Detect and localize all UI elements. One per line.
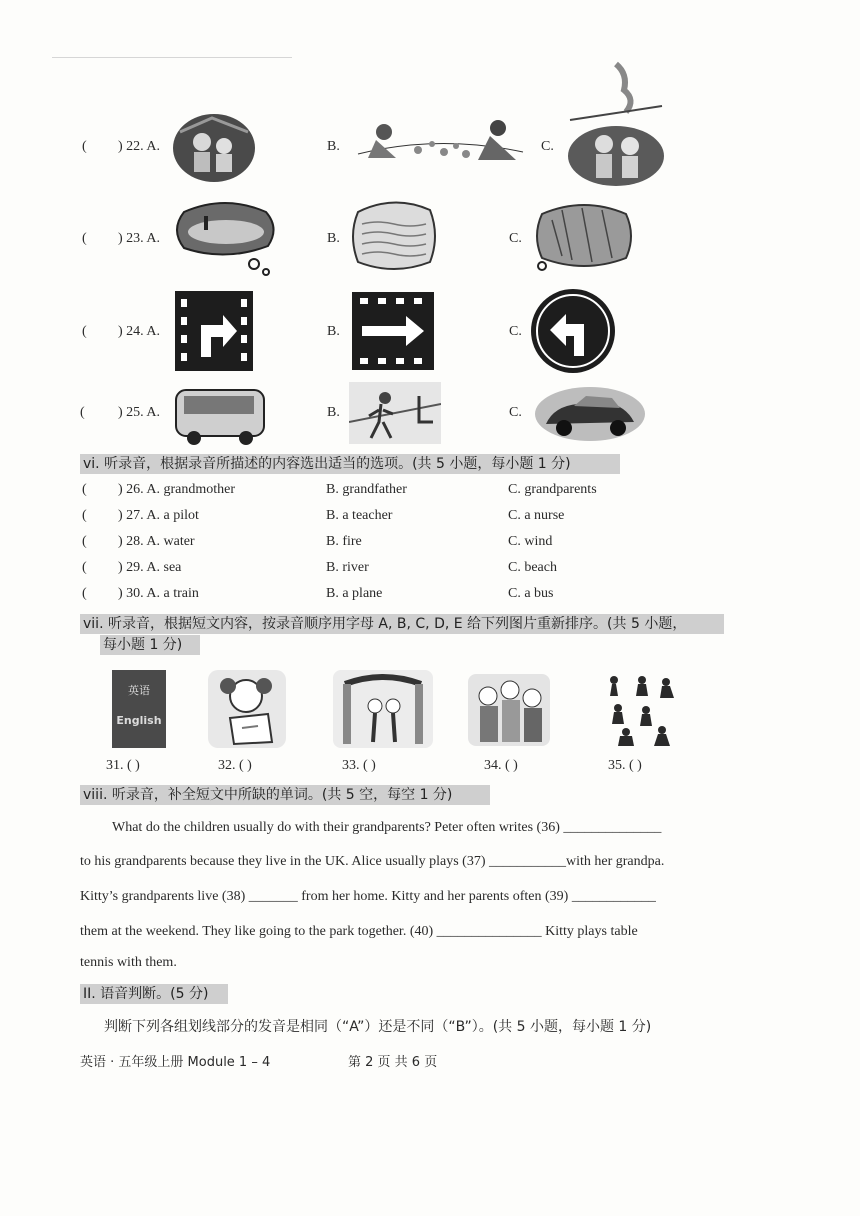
girl-drawing-picture bbox=[208, 670, 286, 748]
passage-line-3: Kitty’s grandparents live (38) _______ from her home. Kitty and her parents often (39) ____________ bbox=[80, 889, 656, 904]
q24-paren: ( bbox=[82, 324, 87, 339]
q22-number: ) 22. A. bbox=[118, 139, 160, 154]
q27-option-a: ) 27. A. a pilot bbox=[118, 508, 199, 523]
walking-child-picture bbox=[349, 382, 441, 444]
turn-left-sign-picture bbox=[530, 288, 616, 374]
english-book-picture bbox=[112, 670, 166, 748]
bathtub-thought-picture bbox=[170, 198, 280, 278]
q30-option-a: ) 30. A. a train bbox=[118, 586, 199, 601]
q30-option-c: C. a bus bbox=[508, 586, 554, 601]
q27-paren: ( bbox=[82, 508, 87, 523]
park-gate-picture bbox=[333, 670, 433, 748]
q23-paren: ( bbox=[82, 231, 87, 246]
q27-option-c: C. a nurse bbox=[508, 508, 565, 523]
q26-option-a: ) 26. A. grandmother bbox=[118, 482, 236, 497]
q29-paren: ( bbox=[82, 560, 87, 575]
family-picnic-picture bbox=[172, 112, 256, 184]
bus-picture bbox=[172, 382, 268, 446]
q23-number: ) 23. A. bbox=[118, 231, 160, 246]
sea-thought-picture bbox=[348, 198, 440, 278]
footer-page-number: 第 2 页 共 6 页 bbox=[348, 1055, 438, 1070]
q25-option-c: C. bbox=[509, 405, 522, 420]
sports-silhouettes-picture bbox=[602, 672, 682, 748]
q26-paren: ( bbox=[82, 482, 87, 497]
q26-option-b: B. grandfather bbox=[326, 482, 407, 497]
q24-option-b: B. bbox=[327, 324, 340, 339]
q25-number: ) 25. A. bbox=[118, 405, 160, 420]
turn-right-sign-picture bbox=[175, 291, 253, 371]
go-straight-sign-picture bbox=[352, 292, 434, 370]
q30-option-b: B. a plane bbox=[326, 586, 383, 601]
q24-option-c: C. bbox=[509, 324, 522, 339]
q29-option-c: C. beach bbox=[508, 560, 557, 575]
section-vii-title-line1: vii. 听录音，根据短文内容，按录音顺序用字母 A, B, C, D, E 给下列图片重新排序。(共 5 小题， bbox=[80, 614, 724, 634]
car-picture bbox=[534, 386, 646, 442]
section-II-instruction: 判断下列各组划线部分的发音是相同（“A”）还是不同（“B”）。(共 5 小题，每小题 1 分) bbox=[104, 1019, 652, 1035]
q25-option-b: B. bbox=[327, 405, 340, 420]
q30-paren: ( bbox=[82, 586, 87, 601]
q22-paren: ( bbox=[82, 139, 87, 154]
q25-paren: ( bbox=[80, 405, 85, 420]
passage-line-4: them at the weekend. They like going to the park together. (40) _______________ Kitty plays table bbox=[80, 924, 638, 939]
q24-number: ) 24. A. bbox=[118, 324, 160, 339]
q32-label: 32. ( ) bbox=[218, 758, 252, 773]
friends-group-picture bbox=[468, 674, 550, 746]
q27-option-b: B. a teacher bbox=[326, 508, 393, 523]
q31-label: 31. ( ) bbox=[106, 758, 140, 773]
q28-option-b: B. fire bbox=[326, 534, 362, 549]
q28-option-c: C. wind bbox=[508, 534, 553, 549]
footer-subject: 英语 · 五年级上册 Module 1 – 4 bbox=[80, 1055, 271, 1070]
rain-thought-picture bbox=[532, 200, 634, 280]
top-rule bbox=[52, 57, 292, 58]
q26-option-c: C. grandparents bbox=[508, 482, 597, 497]
q34-label: 34. ( ) bbox=[484, 758, 518, 773]
section-vi-title: vi. 听录音，根据录音所描述的内容选出适当的选项。(共 5 小题，每小题 1 分) bbox=[80, 454, 620, 474]
park-family-picture bbox=[566, 60, 666, 188]
book-title-en: English bbox=[116, 714, 162, 727]
passage-line-1: What do the children usually do with their grandparents? Peter often writes (36) ______________ bbox=[112, 820, 662, 835]
q23-option-c: C. bbox=[509, 231, 522, 246]
beach-shells-picture bbox=[348, 114, 530, 170]
section-vii-title-line2: 每小题 1 分) bbox=[100, 635, 200, 655]
q22-option-b: B. bbox=[327, 139, 340, 154]
q23-option-b: B. bbox=[327, 231, 340, 246]
section-viii-title: viii. 听录音，补全短文中所缺的单词。(共 5 空，每空 1 分) bbox=[80, 785, 490, 805]
q29-option-b: B. river bbox=[326, 560, 369, 575]
q22-option-c: C. bbox=[541, 139, 554, 154]
q33-label: 33. ( ) bbox=[342, 758, 376, 773]
q29-option-a: ) 29. A. sea bbox=[118, 560, 182, 575]
passage-line-5: tennis with them. bbox=[80, 955, 177, 970]
q28-paren: ( bbox=[82, 534, 87, 549]
q28-option-a: ) 28. A. water bbox=[118, 534, 195, 549]
book-title-cn: 英语 bbox=[128, 684, 150, 697]
passage-line-2: to his grandparents because they live in the UK. Alice usually plays (37) ___________with her grandpa. bbox=[80, 854, 665, 869]
q35-label: 35. ( ) bbox=[608, 758, 642, 773]
section-II-title: II. 语音判断。(5 分) bbox=[80, 984, 228, 1004]
